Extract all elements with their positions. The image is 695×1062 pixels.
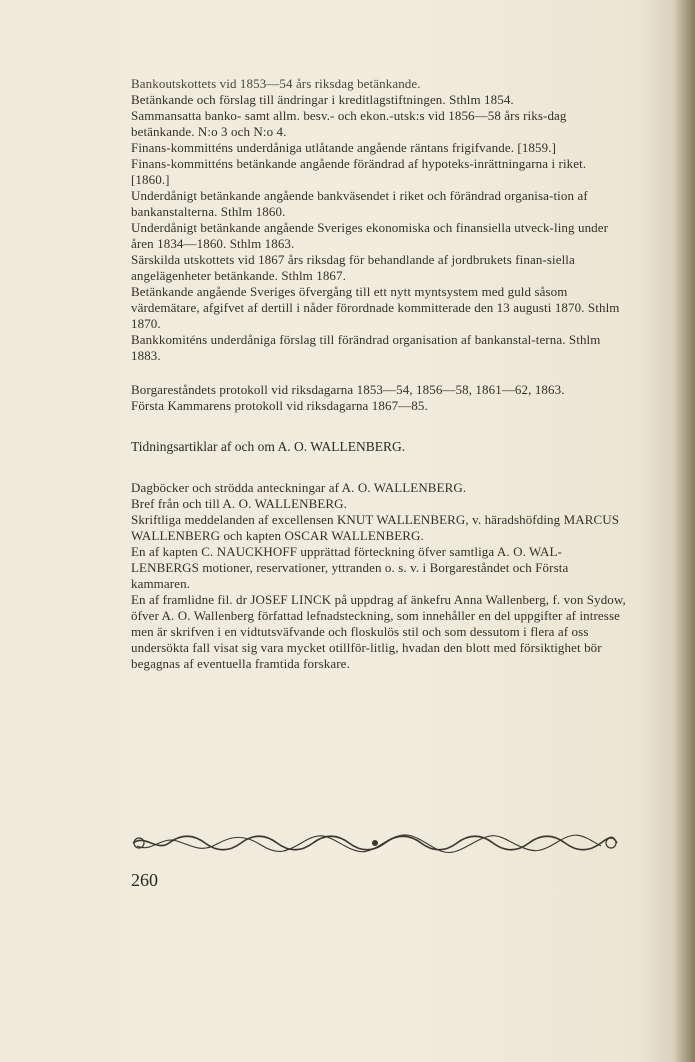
bibliography-entry: Underdånigt betänkande angående Sveriges ekonomiska och finansiella utveck-ling under åren 1834—1860. Sthlm 1863. <box>131 220 609 251</box>
page-edge-shadow <box>673 0 695 1062</box>
spacer <box>131 455 627 480</box>
bibliography-entry: Sammansatta banko- samt allm. besv.- och ekon.-utsk:s vid 1856—58 års riks-dag betänkande. N:o 3 och N:o 4. <box>131 108 567 139</box>
spacer <box>131 364 627 382</box>
source-entry: En af framlidne fil. dr JOSEF LINCK på uppdrag af änkefru Anna Wallenberg, f. von Sydow, öfver A. O. Wallenberg författad lefnadsteckning, som innehåller en del uppgifter af intresse men är skrifven i en vidtutsväfvande och floskulös stil och som dessutom i flera af oss undersökta fall visat sig vara mycket otillför-litlig, hvadan den blott med försiktighet bör begagnas af eventuella framtida forskare. <box>131 592 626 671</box>
protocol-entry: Borgareståndets protokoll vid riksdagarna 1853—54, 1856—58, 1861—62, 1863. <box>131 382 565 397</box>
bibliography-entry: Betänkande angående Sveriges öfvergång till ett nytt myntsystem med guld såsom värdemätare, afgifvet af dertill i nåder förordnade kommitterade den 13 augusti 1870. Sthlm 1870. <box>131 284 620 331</box>
source-entry: Skriftliga meddelanden af excellensen KNUT WALLENBERG, v. häradshöfding MARCUS WALLENBERG och kapten OSCAR WALLENBERG. <box>131 512 620 543</box>
bibliography-entry: Bankkomiténs underdåniga förslag till förändrad organisation af bankanstal-terna. Sthlm 1883. <box>131 332 601 363</box>
page-content <box>131 76 627 672</box>
bibliography-entry: Bankoutskottets vid 1853—54 års riksdag betänkande. <box>131 76 421 91</box>
source-entry: Dagböcker och strödda anteckningar af A. O. WALLENBERG. <box>131 480 467 495</box>
protocol-entry: Första Kammarens protokoll vid riksdagarna 1867—85. <box>131 398 428 413</box>
decorative-ornament-icon <box>131 832 619 854</box>
page-number: 260 <box>131 870 158 890</box>
newspaper-articles-heading: Tidningsartiklar af och om A. O. WALLENBERG. <box>131 439 406 454</box>
bibliography-entry: Underdånigt betänkande angående bankväsendet i riket och förändrad organisa-tion af bankanstalterna. Sthlm 1860. <box>131 188 588 219</box>
bibliography-entry: Finans-kommitténs betänkande angående förändrad af hypoteks-inrättningarna i riket. [1860.] <box>131 156 587 187</box>
bibliography-entry: Betänkande och förslag till ändringar i kreditlagstiftningen. Sthlm 1854. <box>131 92 514 107</box>
source-entry: En af kapten C. NAUCKHOFF upprättad förteckning öfver samtliga A. O. WAL-LENBERGS motioner, reservationer, yttranden o. s. v. i Borgareståndet och Första kammaren. <box>131 544 569 591</box>
source-entry: Bref från och till A. O. WALLENBERG. <box>131 496 348 511</box>
bibliography-entry: Särskilda utskottets vid 1867 års riksdag för behandlande af jordbrukets finan-siella angelägenheter betänkande. Sthlm 1867. <box>131 252 575 283</box>
spacer <box>131 414 627 439</box>
bibliography-entry: Finans-kommitténs underdåniga utlåtande angående räntans frigifvande. [1859.] <box>131 140 557 155</box>
